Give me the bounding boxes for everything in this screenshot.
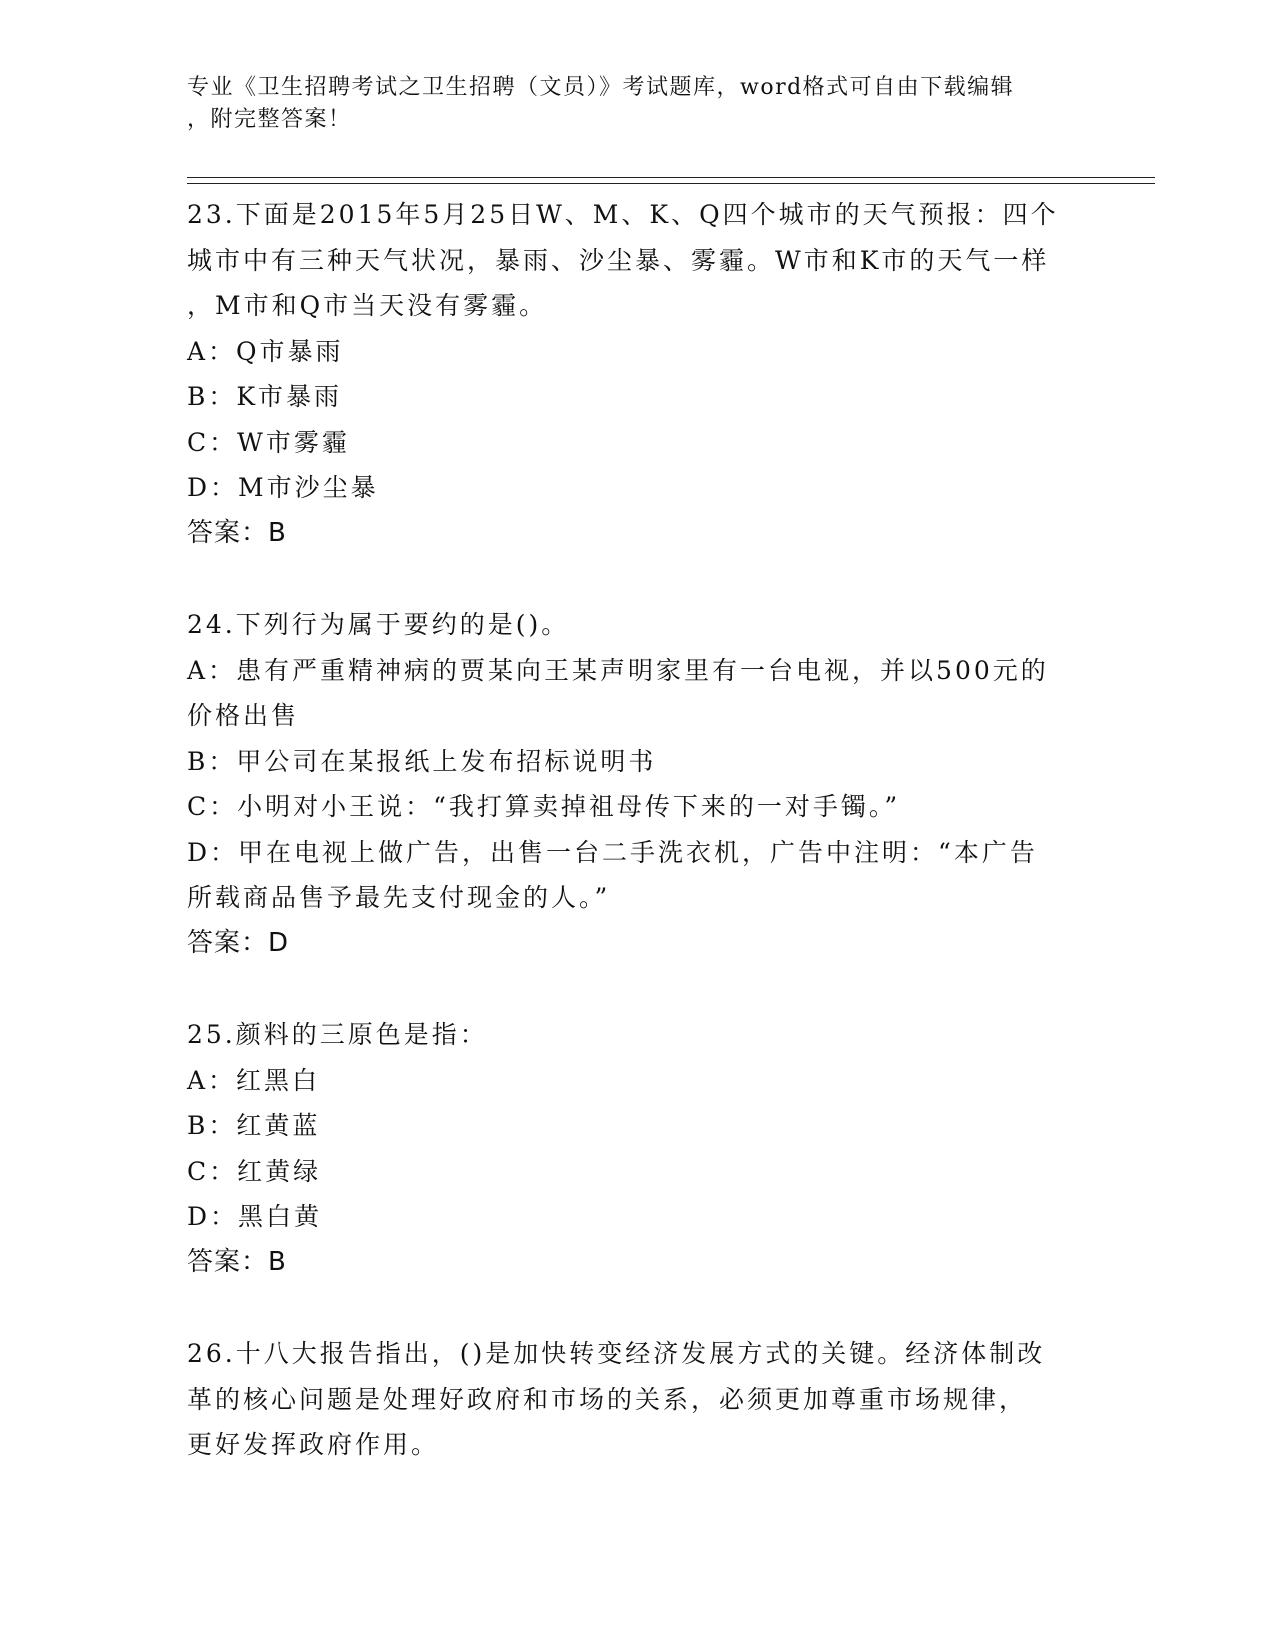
header-divider [187,177,1155,178]
option-c: C：红黄绿 [187,1156,322,1186]
option-d: D：M市沙尘暴 [187,473,379,502]
option-c: C：W市雾霾 [187,427,350,457]
question-text: ，M市和Q市当天没有雾霾。 [187,291,548,320]
document-header [187,72,1067,136]
question-text: 25.颜料的三原色是指： [187,1020,488,1049]
answer [187,1240,1087,1286]
answer-label: 答案： [187,517,269,548]
header-line: ，附完整答案！ [187,107,352,132]
question-23 [187,192,1087,556]
option-d: D：甲在电视上做广告，出售一台二手洗衣机，广告中注明：“本广告 [187,837,1038,867]
option-b: B：甲公司在某报纸上发布招标说明书 [187,746,657,776]
answer-value: D [268,927,290,958]
question-24 [187,602,1087,966]
answer-value: B [268,517,287,548]
question-text: 24.下列行为属于要约的是()。 [187,610,570,639]
header-divider [187,183,1155,184]
option-b: B：K市暴雨 [187,382,343,411]
header-line: 专业《卫生招聘考试之卫生招聘（文员）》考试题库，word格式可自由下载编辑 [187,75,1015,100]
question-text: 革的核心问题是处理好政府和市场的关系，必须更加尊重市场规律， [187,1384,1028,1414]
question-text: 城市中有三种天气状况，暴雨、沙尘暴、雾霾。W市和K市的天气一样 [187,245,1050,275]
option-d: D：黑白黄 [187,1202,323,1231]
answer [187,921,1087,967]
option-d-continued: 所载商品售予最先支付现金的人。” [187,883,611,912]
option-a: A：患有严重精神病的贾某向王某声明家里有一台电视，并以500元的 [187,655,1049,685]
question-text: 26.十八大报告指出，()是加快转变经济发展方式的关键。经济体制改 [187,1339,1046,1368]
question-25 [187,1012,1087,1285]
question-26 [187,1331,1087,1468]
answer-label: 答案： [187,1246,269,1277]
answer-value: B [268,1246,287,1277]
question-list [187,192,1087,1514]
answer-label: 答案： [187,927,269,958]
option-a: A：红黑白 [187,1065,321,1095]
option-c: C：小明对小王说：“我打算卖掉祖母传下来的一对手镯。” [187,792,901,821]
option-b: B：红黄蓝 [187,1111,321,1140]
question-text: 更好发挥政府作用。 [187,1430,440,1459]
option-a: A：Q市暴雨 [187,336,344,366]
option-a-continued: 价格出售 [187,701,300,730]
answer [187,511,1087,557]
question-text: 23.下面是2015年5月25日W、M、K、Q四个城市的天气预报：四个 [187,200,1059,229]
